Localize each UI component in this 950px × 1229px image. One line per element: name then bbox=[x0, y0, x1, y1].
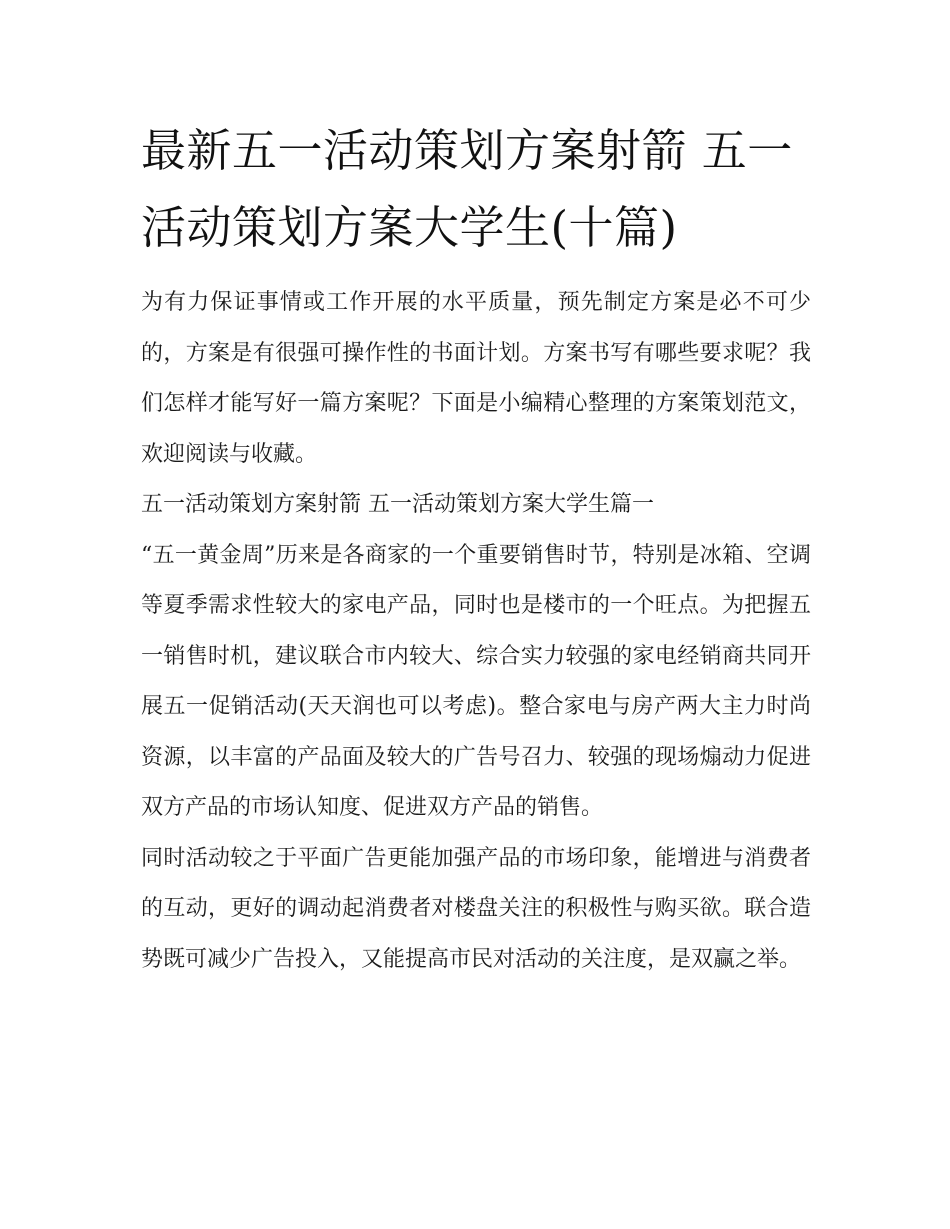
intro-paragraph: 为有力保证事情或工作开展的水平质量，预先制定方案是必不可少的，方案是有很强可操作性的书面计划。方案书写有哪些要求呢？我们怎样才能写好一篇方案呢？下面是小编精心整理的方案策划范文，欢迎阅读与收藏。 bbox=[141, 290, 811, 467]
document-title: 最新五一活动策划方案射箭 五一活动策划方案大学生(十篇) bbox=[141, 124, 793, 254]
body-paragraph-1: “五一黄金周”历来是各商家的一个重要销售时节，特别是冰箱、空调等夏季需求性较大的家电产品，同时也是楼市的一个旺点。为把握五一销售时机，建议联合市内较大、综合实力较强的家电经销商共同开展五一促销活动(天天润也可以考虑)。整合家电与房产两大主力时尚资源，以丰富的产品面及较大的广告号召力、较强的现场煽动力促进双方产品的市场认知度、促进双方产品的销售。 bbox=[141, 542, 811, 820]
body-paragraph-2: 同时活动较之于平面广告更能加强产品的市场印象，能增进与消费者的互动，更好的调动起消费者对楼盘关注的积极性与购买欲。联合造势既可减少广告投入，又能提高市民对活动的关注度，是双赢之举。 bbox=[141, 845, 811, 972]
document-content bbox=[141, 112, 811, 985]
section-heading: 五一活动策划方案射箭 五一活动策划方案大学生篇一 bbox=[141, 492, 654, 517]
